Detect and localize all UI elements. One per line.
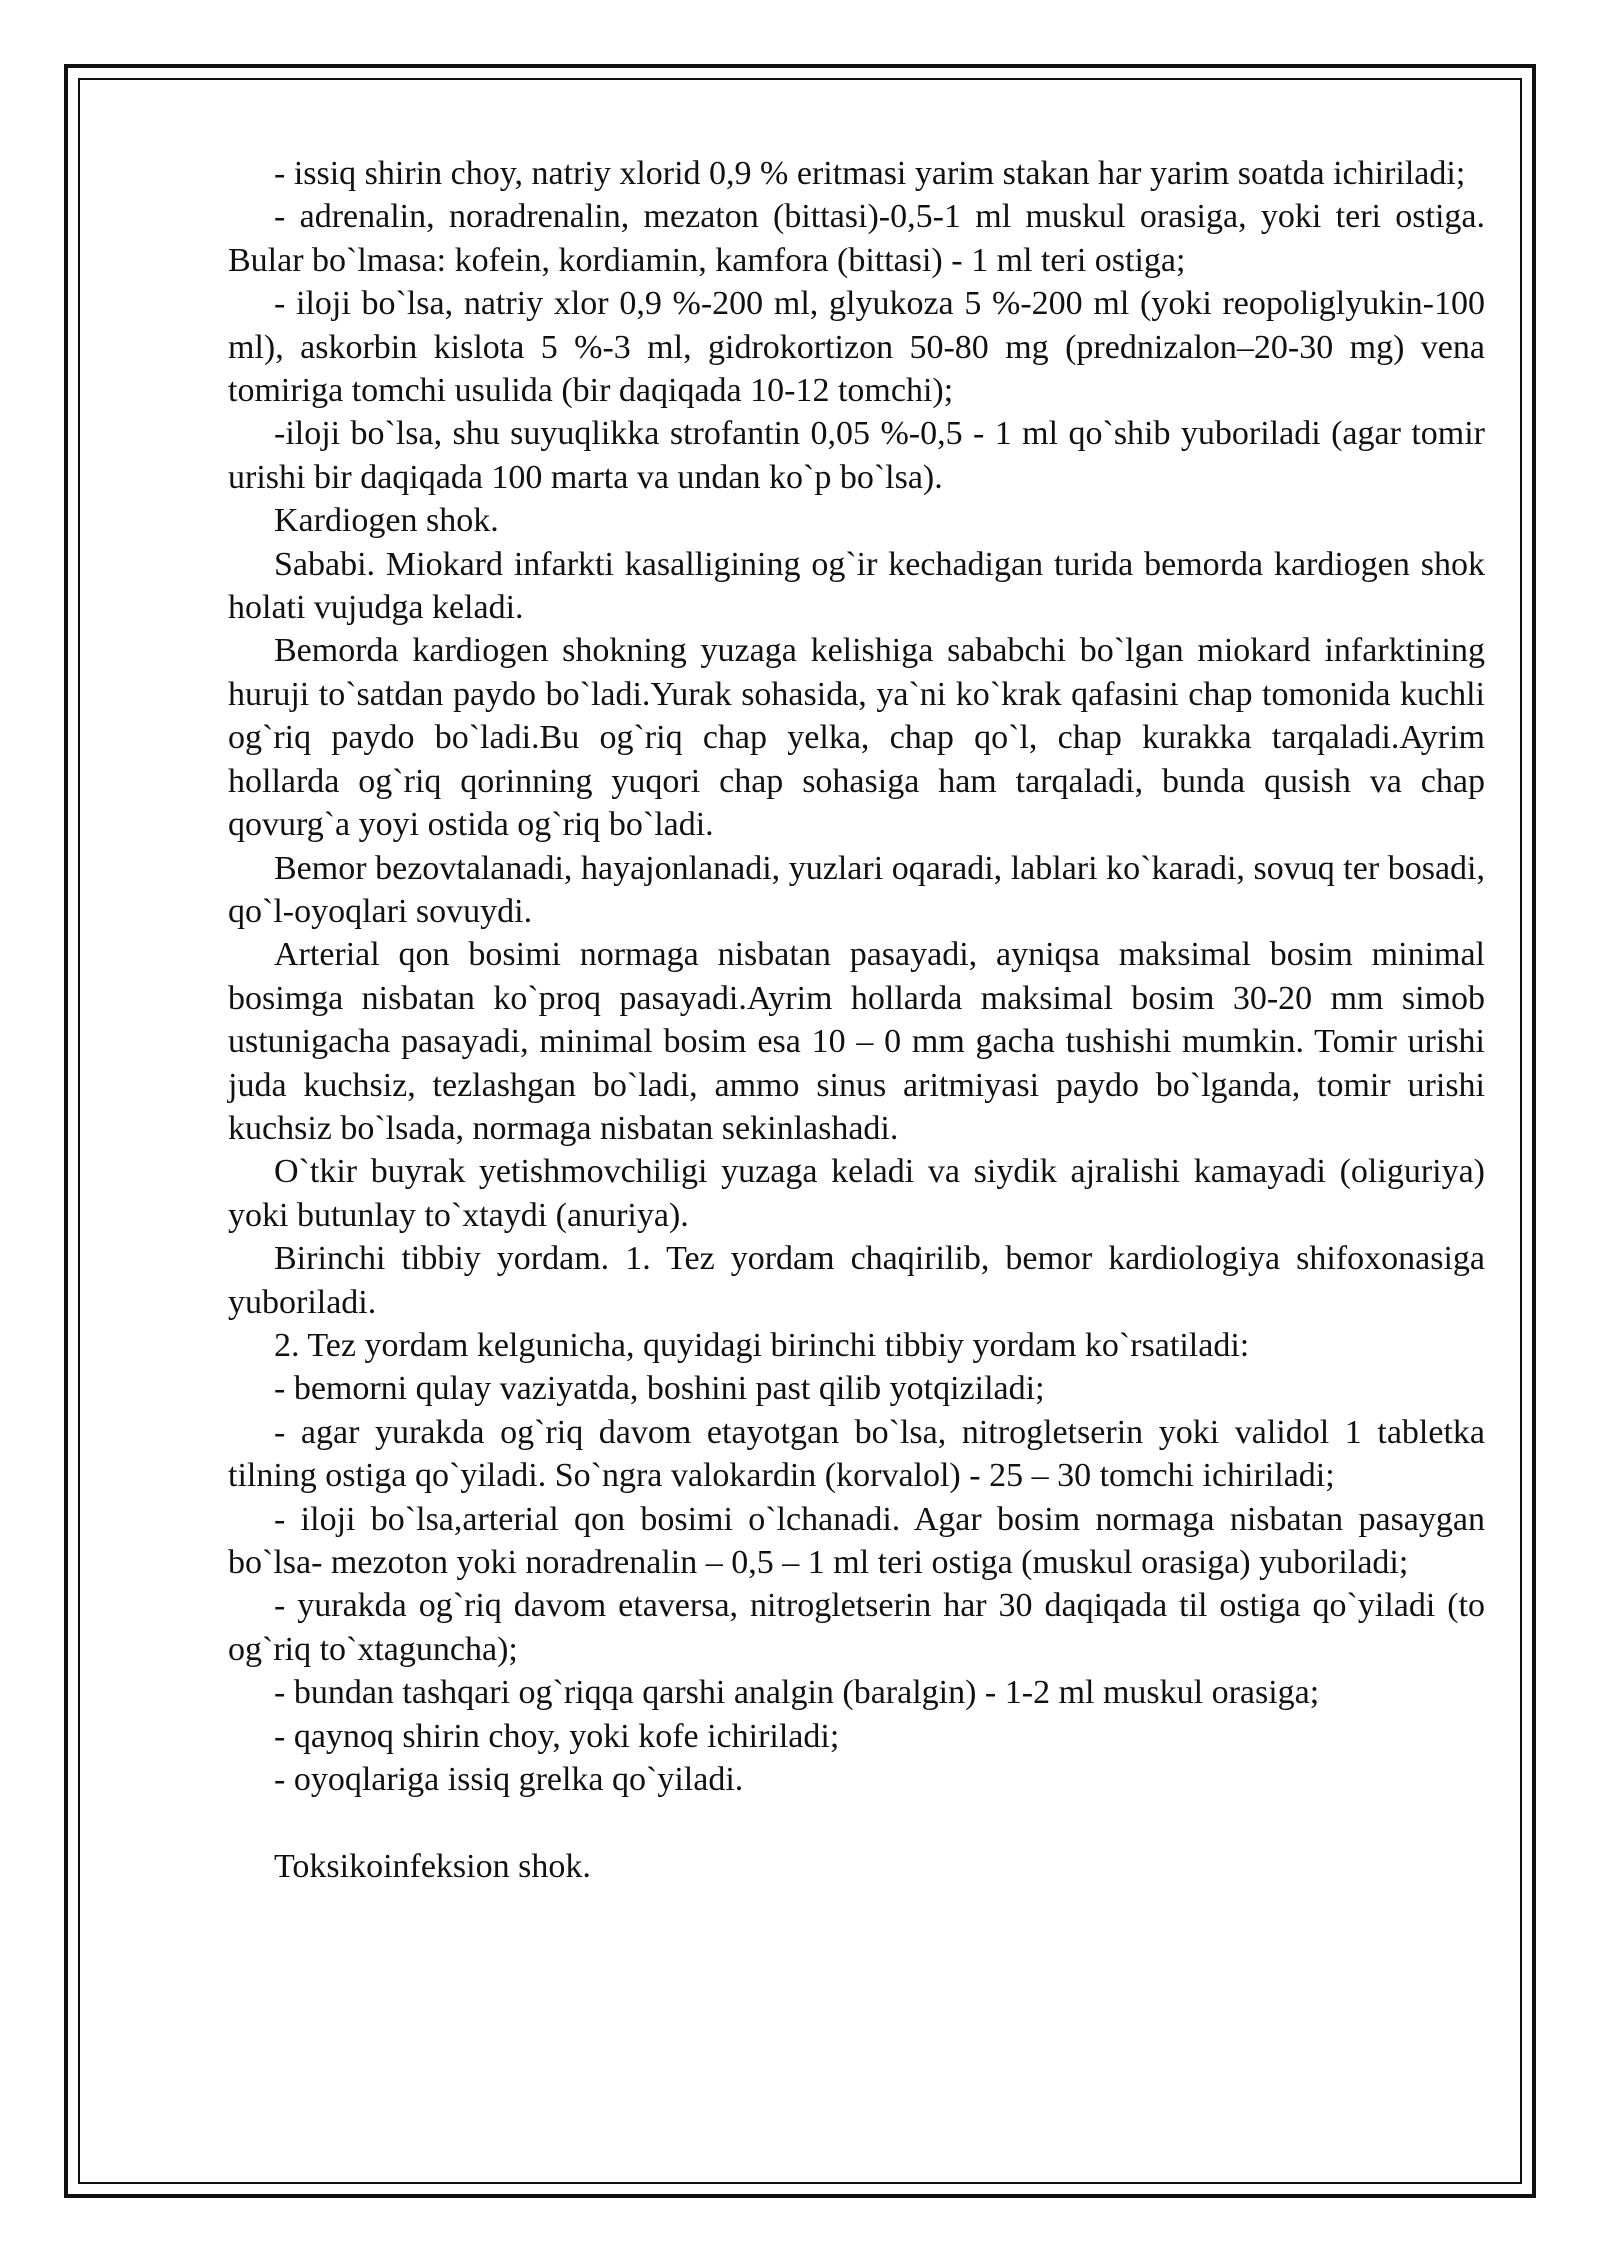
paragraph-sababi: Sababi. Miokard infarkti kasalligining og`ir kechadigan turida bemorda kardiogen shok holati vujudga keladi. — [228, 545, 1485, 627]
heading-kardiogen-shok: Kardiogen shok. — [274, 502, 499, 540]
paragraph-strofantin: -iloji bo`lsa, shu suyuqlikka strofantin 0,05 %-0,5 - 1 ml qo`shib yuboriladi (agar tomir urishi bir daqiqada 100 marta va undan ko`p bo`lsa). — [228, 415, 1485, 496]
document-body — [228, 152, 1485, 1888]
heading-toksikoinfeksion-shok: Toksikoinfeksion shok. — [274, 1847, 591, 1885]
paragraph-birinchi-yordam: Birinchi tibbiy yordam. 1. Tez yordam chaqirilib, bemor kardiologiya shifoxonasiga yuboriladi. — [228, 1240, 1485, 1321]
paragraph-infarkt-huruji: Bemorda kardiogen shokning yuzaga kelishiga sababchi bo`lgan miokard infarktining huruji to`satdan paydo bo`ladi.Yurak sohasida, ya`ni ko`krak qafasini chap tomonida kuchli og`riq paydo bo`ladi.Bu og`riq chap yelka, chap qo`l, chap kurakka tarqaladi.Ayrim hollarda og`riq qorinning yuqori chap sohasiga ham tarqaladi, bunda qusish va chap qovurg`a yoyi ostida og`riq bo`ladi. — [228, 632, 1485, 844]
list-item-nitrogletserin: - agar yurakda og`riq davom etayotgan bo`lsa, nitrogletserin yoki validol 1 tabletka tilning ostiga qo`yiladi. So`ngra valokardin (korvalol) - 25 – 30 tomchi ichiriladi; — [228, 1413, 1485, 1495]
list-item-til-ostiga: - yurakda og`riq davom etaversa, nitrogletserin har 30 daqiqada til ostiga qo`yiladi (to og`riq to`xtaguncha); — [228, 1587, 1485, 1668]
paragraph-tez-yordam: 2. Tez yordam kelgunicha, quyidagi birinchi tibbiy yordam ko`rsatiladi: — [274, 1326, 1250, 1364]
paragraph-arterial-bosim: Arterial qon bosimi normaga nisbatan pasayadi, ayniqsa maksimal bosim minimal bosimga nisbatan ko`proq pasayadi.Ayrim hollarda maksimal bosim 30-20 mm simob ustunigacha pasayadi, minimal bosim esa 10 – 0 mm gacha tushishi mumkin. Tomir urishi juda kuchsiz, tezlashgan bo`ladi, ammo sinus aritmiyasi paydo bo`lganda, tomir urishi kuchsiz bo`lsada, normaga nisbatan sekinlashadi. — [228, 936, 1485, 1147]
paragraph-iv-solutions: - iloji bo`lsa, natriy xlor 0,9 %-200 ml, glyukoza 5 %-200 ml (yoki reopoliglyukin-100 ml), askorbin kislota 5 %-3 ml, gidrokortizon 50-80 mg (prednizalon–20-30 mg) vena tomiriga tomchi usulida (bir daqiqada 10-12 tomchi); — [228, 285, 1485, 410]
list-item-choy: - qaynoq shirin choy, yoki kofe ichiriladi; — [274, 1717, 840, 1755]
blank-line — [228, 1801, 1485, 1844]
paragraph-buyrak: O`tkir buyrak yetishmovchiligi yuzaga keladi va siydik ajralishi kamayadi (oliguriya) yoki butunlay to`xtaydi (anuriya). — [228, 1153, 1485, 1234]
list-item-grelka: - oyoqlariga issiq grelka qo`yiladi. — [274, 1761, 744, 1799]
list-item-qon-bosimi: - iloji bo`lsa,arterial qon bosimi o`lchanadi. Agar bosim normaga nisbatan pasaygan bo`lsa- mezoton yoki noradrenalin – 0,5 – 1 ml teri ostiga (muskul orasiga) yuboriladi; — [228, 1500, 1485, 1581]
list-item-yotqizish: - bemorni qulay vaziyatda, boshini past qilib yotqiziladi; — [274, 1370, 1045, 1408]
paragraph-adrenalin: - adrenalin, noradrenalin, mezaton (bittasi)-0,5-1 ml muskul orasiga, yoki teri ostiga. Bular bo`lmasa: kofein, kordiamin, kamfora (bittasi) - 1 ml teri ostiga; — [228, 198, 1485, 279]
paragraph-bemor-bezovta: Bemor bezovtalanadi, hayajonlanadi, yuzlari oqaradi, lablari ko`karadi, sovuq ter bosadi, qo`l-oyoqlari sovuydi. — [228, 849, 1485, 930]
paragraph-sweet-tea: - issiq shirin choy, natriy xlorid 0,9 % eritmasi yarim stakan har yarim soatda ichiriladi; — [274, 155, 1466, 192]
list-item-analgin: - bundan tashqari og`riqqa qarshi analgin (baralgin) - 1-2 ml muskul orasiga; — [274, 1674, 1320, 1712]
